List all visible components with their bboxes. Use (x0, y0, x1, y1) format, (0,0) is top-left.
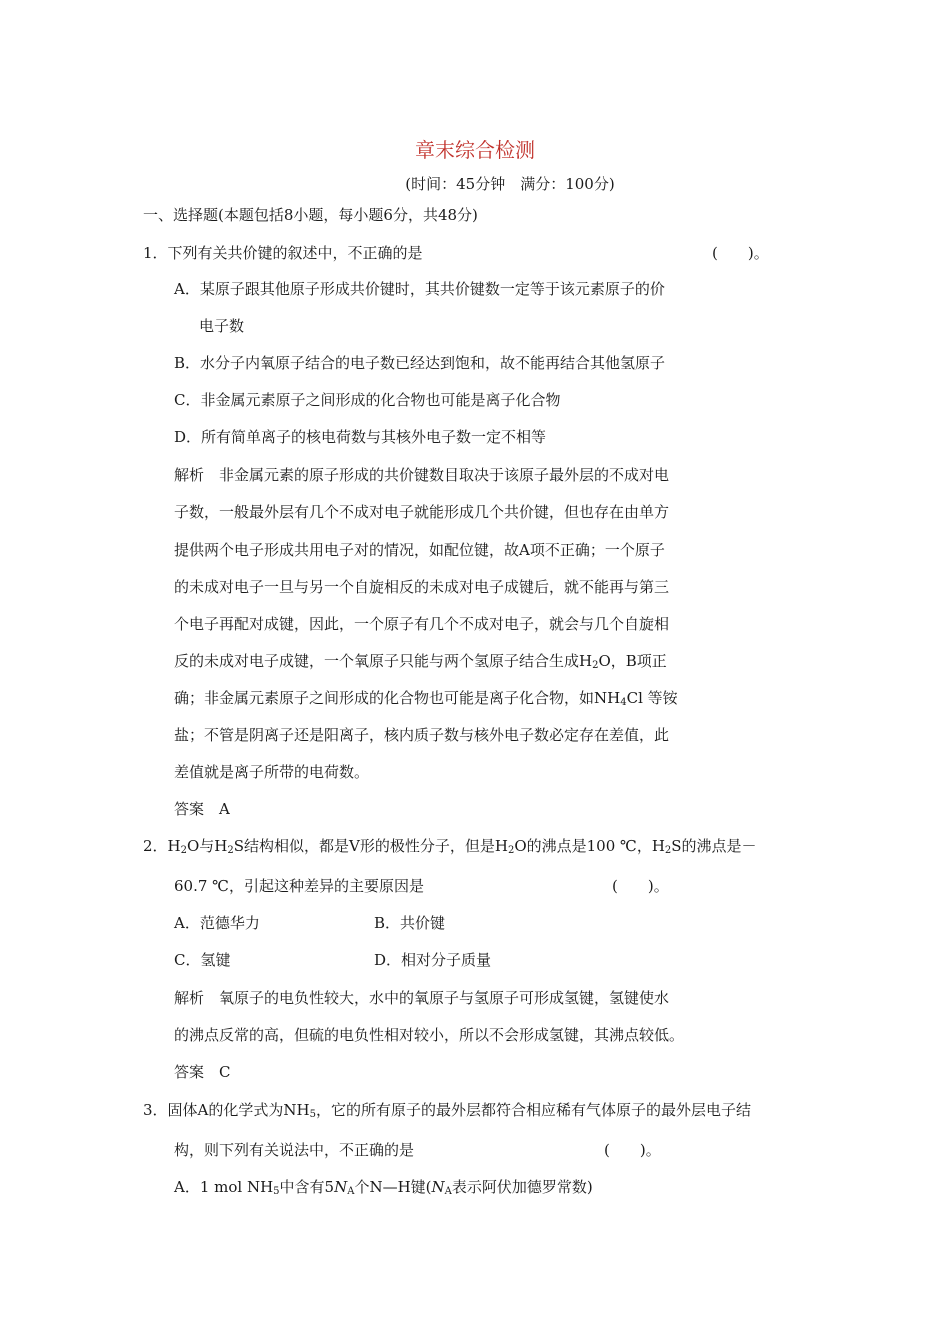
q1-analysis-line: 解析 非金属元素的原子形成的共价键数目取决于该原子最外层的不成对电 (174, 466, 670, 484)
section-heading: 一、选择题(本题包括8小题，每小题6分，共48分) (143, 206, 478, 224)
q2-option-c: C．氢键 (174, 951, 231, 969)
q1-analysis-line: 的未成对电子一旦与另一个自旋相反的未成对电子成键后，就不能再与第三 (174, 578, 670, 596)
q1-analysis-line: 盐；不管是阴离子还是阳离子，核内质子数与核外电子数必定存在差值，此 (174, 726, 670, 744)
question-1-answer-blank: ( )。 (712, 244, 769, 262)
q1-analysis-line: 确；非金属元素原子之间形成的化合物也可能是离子化合物，如$NH_4Cl$ 等铵 (174, 689, 678, 708)
question-3-answer-blank: ( )。 (604, 1141, 661, 1159)
q2-option-a: A．范德华力 (174, 914, 260, 932)
question-2-stem-cont: 60.7 ℃，引起这种差异的主要原因是 (174, 877, 424, 895)
q1-option-b: B．水分子内氧原子结合的电子数已经达到饱和，故不能再结合其他氢原子 (174, 354, 666, 372)
q2-option-d: D．相对分子质量 (374, 951, 492, 969)
q3-option-a: A．1 mol $NH_5$中含有$5N_A$个N—H键($N_A$表示阿伏加德罗常数) (174, 1178, 593, 1197)
q2-option-b: B．共价键 (374, 914, 446, 932)
q2-analysis-line: 的沸点反常的高，但硫的电负性相对较小，所以不会形成氢键，其沸点较低。 (174, 1026, 685, 1044)
q1-analysis-line: 子数，一般最外层有几个不成对电子就能形成几个共价键，但也存在由单方 (174, 503, 670, 521)
q1-option-c: C．非金属元素原子之间形成的化合物也可能是离子化合物 (174, 391, 561, 409)
q2-analysis-line: 解析 氧原子的电负性较大，水中的氧原子与氢原子可形成氢键，氢键使水 (174, 989, 670, 1007)
q1-answer: 答案 A (174, 800, 230, 818)
question-3-stem-cont: 构，则下列有关说法中，不正确的是 (174, 1141, 415, 1159)
q2-answer: 答案 C (174, 1063, 231, 1081)
q1-option-d: D．所有简单离子的核电荷数与其核外电子数一定不相等 (174, 428, 547, 446)
question-3-stem: 3．固体A的化学式为$NH_5$，它的所有原子的最外层都符合相应稀有气体原子的最外层电子结 (143, 1101, 751, 1120)
page-title: 章末综合检测 (415, 138, 535, 162)
question-2-answer-blank: ( )。 (612, 877, 669, 895)
question-2-stem: 2．$H_2O$与$H_2S$结构相似，都是V形的极性分子，但是$H_2O$的沸点是100 ℃，$H_2S$的沸点是－ (143, 837, 757, 856)
q1-analysis-line: 个电子再配对成键，因此，一个原子有几个不成对电子，就会与几个自旋相 (174, 615, 670, 633)
q1-analysis-line: 反的未成对电子成键，一个氧原子只能与两个氢原子结合生成$H_2O$，B项正 (174, 652, 667, 671)
exam-info: (时间：45分钟 满分：100分) (405, 175, 615, 193)
question-1-stem: 1．下列有关共价键的叙述中，不正确的是 (143, 244, 423, 262)
q1-analysis-line: 提供两个电子形成共用电子对的情况，如配位键，故A项不正确；一个原子 (174, 541, 665, 559)
q1-analysis-line: 差值就是离子所带的电荷数。 (174, 763, 370, 781)
q1-option-a-cont: 电子数 (199, 317, 245, 335)
q1-option-a: A．某原子跟其他原子形成共价键时，其共价键数一定等于该元素原子的价 (174, 280, 665, 298)
